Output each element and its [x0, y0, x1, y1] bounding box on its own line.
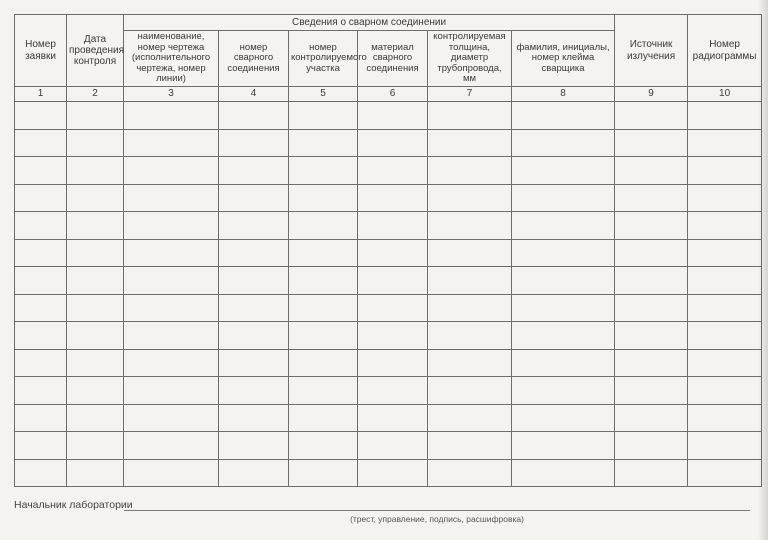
table-cell	[219, 404, 289, 432]
table-cell	[358, 459, 428, 487]
table-cell	[512, 184, 615, 212]
table-cell	[67, 267, 124, 295]
table-cell	[15, 432, 67, 460]
table-cell	[428, 349, 512, 377]
column-number: 4	[219, 87, 289, 102]
table-cell	[428, 267, 512, 295]
table-row	[15, 157, 762, 185]
table-cell	[358, 212, 428, 240]
table-cell	[67, 184, 124, 212]
table-cell	[289, 102, 358, 130]
table-body	[15, 102, 762, 487]
table-cell	[124, 239, 219, 267]
signature-line	[124, 510, 750, 511]
table-cell	[219, 102, 289, 130]
col-header-drawing: наименование, номер чертежа (исполнительного чертежа, номер линии)	[124, 31, 219, 87]
table-cell	[67, 377, 124, 405]
table-cell	[428, 432, 512, 460]
table-cell	[688, 459, 762, 487]
table-cell	[67, 212, 124, 240]
column-number: 9	[615, 87, 688, 102]
table-cell	[428, 239, 512, 267]
table-row	[15, 377, 762, 405]
table-cell	[124, 459, 219, 487]
table-cell	[289, 129, 358, 157]
table-cell	[289, 377, 358, 405]
table-cell	[219, 459, 289, 487]
table-cell	[512, 102, 615, 130]
table-cell	[219, 432, 289, 460]
table-cell	[688, 157, 762, 185]
table-cell	[358, 349, 428, 377]
table-cell	[512, 129, 615, 157]
table-cell	[289, 404, 358, 432]
table-cell	[289, 294, 358, 322]
table-cell	[358, 294, 428, 322]
column-number: 5	[289, 87, 358, 102]
table-cell	[615, 157, 688, 185]
table-cell	[512, 322, 615, 350]
table-cell	[615, 404, 688, 432]
table-cell	[512, 432, 615, 460]
table-cell	[615, 102, 688, 130]
table-cell	[15, 102, 67, 130]
table-cell	[67, 459, 124, 487]
table-cell	[512, 239, 615, 267]
table-cell	[124, 212, 219, 240]
col-header-radiograph-number: Номер радиограммы	[688, 15, 762, 87]
table-cell	[124, 267, 219, 295]
table-row	[15, 184, 762, 212]
table-row	[15, 129, 762, 157]
table-cell	[124, 129, 219, 157]
table-cell	[512, 349, 615, 377]
table-cell	[615, 349, 688, 377]
col-header-welder: фамилия, инициалы, номер клейма сварщика	[512, 31, 615, 87]
table-cell	[67, 102, 124, 130]
table-cell	[15, 404, 67, 432]
table-row	[15, 459, 762, 487]
table-cell	[428, 377, 512, 405]
table-cell	[15, 184, 67, 212]
table-cell	[15, 294, 67, 322]
table-cell	[67, 404, 124, 432]
table-cell	[219, 294, 289, 322]
table-cell	[219, 322, 289, 350]
table-cell	[688, 267, 762, 295]
column-number: 6	[358, 87, 428, 102]
col-header-section-number: номер контролируемого участка	[289, 31, 358, 87]
table-row	[15, 404, 762, 432]
table-row	[15, 294, 762, 322]
table-cell	[358, 184, 428, 212]
table-cell	[688, 102, 762, 130]
table-cell	[358, 322, 428, 350]
group-header-weld-info: Сведения о сварном соединении	[124, 15, 615, 31]
table-cell	[124, 157, 219, 185]
table-cell	[67, 157, 124, 185]
column-number-row	[15, 87, 762, 102]
table-cell	[67, 349, 124, 377]
table-cell	[15, 267, 67, 295]
table-cell	[688, 404, 762, 432]
table-row	[15, 102, 762, 130]
table-cell	[67, 432, 124, 460]
column-number: 8	[512, 87, 615, 102]
table-cell	[67, 239, 124, 267]
table-cell	[289, 267, 358, 295]
table-cell	[615, 432, 688, 460]
table-cell	[615, 212, 688, 240]
table-cell	[615, 294, 688, 322]
table-cell	[428, 294, 512, 322]
table-cell	[15, 459, 67, 487]
table-cell	[615, 184, 688, 212]
table-cell	[615, 459, 688, 487]
table-cell	[428, 322, 512, 350]
table-cell	[512, 459, 615, 487]
table-cell	[512, 377, 615, 405]
table-cell	[219, 349, 289, 377]
table-cell	[428, 157, 512, 185]
table-cell	[358, 239, 428, 267]
table-cell	[15, 377, 67, 405]
table-cell	[358, 404, 428, 432]
table-cell	[124, 322, 219, 350]
table-cell	[615, 377, 688, 405]
table-cell	[289, 432, 358, 460]
table-cell	[512, 267, 615, 295]
table-cell	[615, 239, 688, 267]
table-cell	[688, 432, 762, 460]
table-row	[15, 267, 762, 295]
table-cell	[512, 212, 615, 240]
table-cell	[289, 239, 358, 267]
col-header-weld-number: номер сварного соединения	[219, 31, 289, 87]
table-cell	[428, 102, 512, 130]
table-cell	[615, 267, 688, 295]
radiography-log-table	[14, 14, 762, 487]
table-cell	[124, 294, 219, 322]
table-cell	[358, 432, 428, 460]
footer	[14, 499, 133, 511]
table-cell	[15, 212, 67, 240]
table-cell	[289, 349, 358, 377]
col-header-request-number: Номер заявки	[15, 15, 67, 87]
column-number: 3	[124, 87, 219, 102]
table-cell	[15, 322, 67, 350]
table-cell	[428, 404, 512, 432]
lab-head-label: Начальник лаборатории	[14, 499, 133, 511]
table-cell	[688, 212, 762, 240]
table-cell	[219, 129, 289, 157]
signature-hint: (трест, управление, подпись, расшифровка)	[350, 514, 524, 524]
col-header-thickness: контролируемая толщина, диаметр трубопровода, мм	[428, 31, 512, 87]
table-cell	[15, 239, 67, 267]
table-cell	[688, 129, 762, 157]
table-cell	[428, 184, 512, 212]
table-cell	[688, 349, 762, 377]
table-cell	[358, 157, 428, 185]
table-cell	[219, 157, 289, 185]
table-cell	[289, 459, 358, 487]
table-cell	[358, 267, 428, 295]
table-cell	[124, 184, 219, 212]
column-number: 7	[428, 87, 512, 102]
col-header-material: материал сварного соединения	[358, 31, 428, 87]
table-row	[15, 432, 762, 460]
table-cell	[67, 129, 124, 157]
table-cell	[615, 322, 688, 350]
table-cell	[219, 239, 289, 267]
table-cell	[289, 322, 358, 350]
table-cell	[512, 294, 615, 322]
table-cell	[289, 212, 358, 240]
table-cell	[124, 404, 219, 432]
table-cell	[688, 239, 762, 267]
table-cell	[688, 294, 762, 322]
table-row	[15, 349, 762, 377]
table-cell	[688, 322, 762, 350]
table-cell	[124, 377, 219, 405]
table-cell	[358, 129, 428, 157]
table-cell	[358, 377, 428, 405]
table-cell	[358, 102, 428, 130]
table-cell	[512, 404, 615, 432]
table-cell	[688, 377, 762, 405]
table-cell	[219, 184, 289, 212]
table-cell	[15, 129, 67, 157]
table-cell	[67, 294, 124, 322]
table-cell	[219, 212, 289, 240]
column-number: 2	[67, 87, 124, 102]
table-cell	[512, 157, 615, 185]
table-cell	[124, 349, 219, 377]
table-cell	[688, 184, 762, 212]
column-number: 10	[688, 87, 762, 102]
col-header-inspection-date: Дата проведения контроля	[67, 15, 124, 87]
column-number: 1	[15, 87, 67, 102]
table-cell	[428, 212, 512, 240]
journal-sheet	[14, 14, 762, 494]
table-row	[15, 212, 762, 240]
table-cell	[428, 129, 512, 157]
col-header-radiation-source: Источник излучения	[615, 15, 688, 87]
table-cell	[219, 377, 289, 405]
table-cell	[428, 459, 512, 487]
table-cell	[289, 157, 358, 185]
table-cell	[615, 129, 688, 157]
table-cell	[289, 184, 358, 212]
table-row	[15, 322, 762, 350]
table-cell	[124, 432, 219, 460]
table-row	[15, 239, 762, 267]
table-cell	[67, 322, 124, 350]
page-edge-shadow	[758, 0, 768, 540]
table-cell	[219, 267, 289, 295]
table-cell	[15, 349, 67, 377]
table-cell	[124, 102, 219, 130]
table-cell	[15, 157, 67, 185]
